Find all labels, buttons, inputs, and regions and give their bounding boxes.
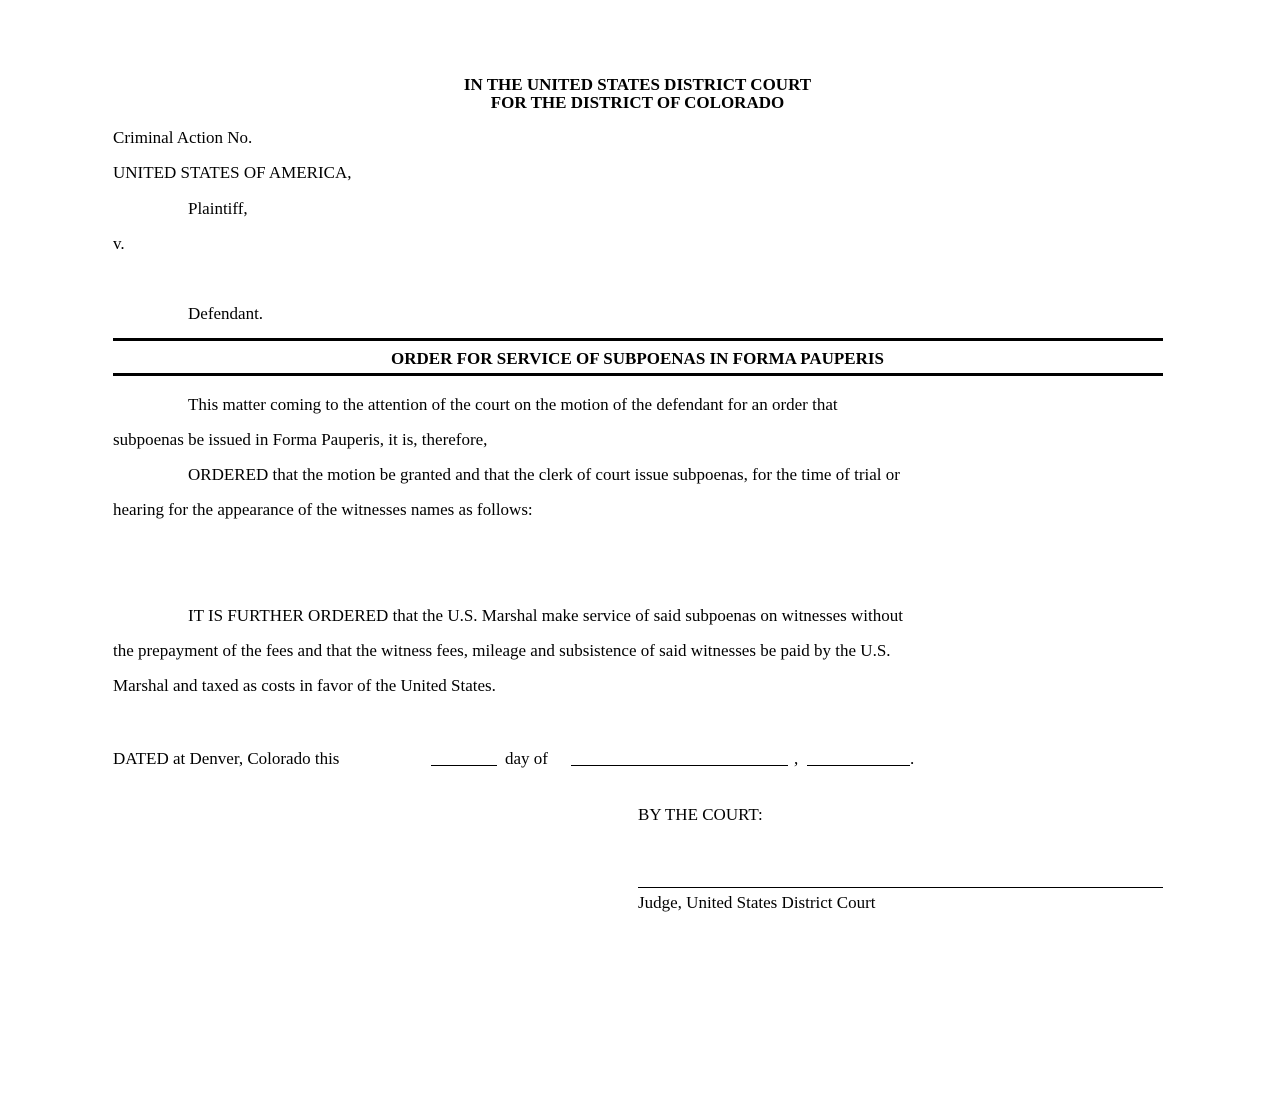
title-rule-top [113,338,1163,341]
paragraph-2-line-1: ORDERED that the motion be granted and that the clerk of court issue subpoenas, for the time of trial or [188,465,900,484]
defendant-role: Defendant. [188,304,264,323]
paragraph-2-line-2: hearing for the appearance of the witnesses names as follows: [113,500,533,519]
month-blank[interactable] [571,765,788,766]
paragraph-3-line-3: Marshal and taxed as costs in favor of the United States. [113,676,496,695]
case-number-label: Criminal Action No. [113,128,253,147]
plaintiff-name: UNITED STATES OF AMERICA, [113,163,352,182]
versus-label: v. [113,234,125,253]
paragraph-1-line-1: This matter coming to the attention of the court on the motion of the defendant for an order that [188,395,838,414]
dated-period: . [910,749,915,768]
dated-prefix: DATED at Denver, Colorado this [113,749,340,768]
judge-title: Judge, United States District Court [638,893,876,912]
day-blank[interactable] [431,765,497,766]
year-blank[interactable] [807,765,910,766]
court-name-line1: IN THE UNITED STATES DISTRICT COURT [463,75,812,94]
dated-comma: , [794,749,799,768]
plaintiff-role: Plaintiff, [188,199,248,218]
paragraph-3-line-2: the prepayment of the fees and that the witness fees, mileage and subsistence of said witnesses be paid by the U.S. [113,641,891,660]
title-rule-bottom [113,373,1163,376]
order-title: ORDER FOR SERVICE OF SUBPOENAS IN FORMA PAUPERIS [391,349,884,368]
judge-signature-line[interactable] [638,887,1163,888]
court-name-line2: FOR THE DISTRICT OF COLORADO [490,93,785,112]
paragraph-3-line-1: IT IS FURTHER ORDERED that the U.S. Marshal make service of said subpoenas on witnesses without [188,606,903,625]
day-of-label: day of [505,749,548,768]
paragraph-1-line-2: subpoenas be issued in Forma Pauperis, it is, therefore, [113,430,488,449]
by-the-court-label: BY THE COURT: [638,805,763,824]
